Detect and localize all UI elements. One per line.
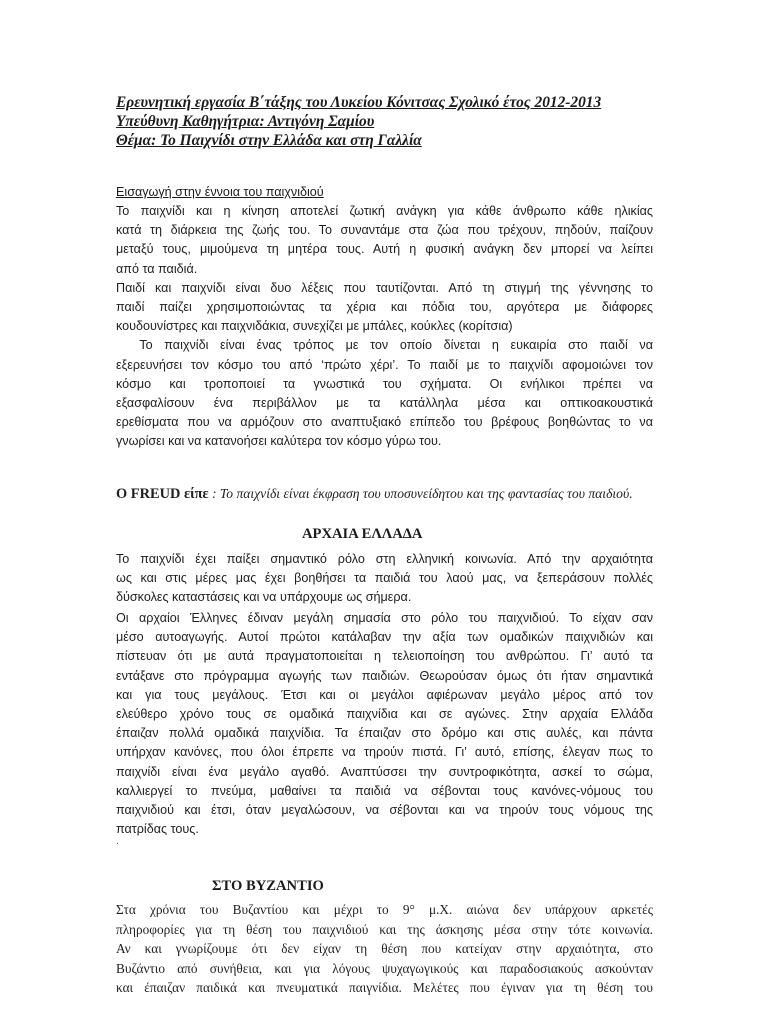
text-line: κατά τη διάρκεια της ζωής του. Το συναντάμε στα ζώα που τρέχουν, πηδούν, παίζουν	[116, 223, 653, 238]
freud-quote-text: : Το παιχνίδι είναι έκφραση του υποσυνείδητου και της φαντασίας του παιδιού.	[208, 486, 633, 501]
text-line: υπήρχαν κανόνες, που όλοι έπρεπε να τηρούν πιστά. Γι’ αυτό, επίσης, έλεγαν πως το	[116, 745, 653, 760]
text-line: ελεύθερο χρόνο τους σε ομαδικά παιχνίδια και σε αγώνες. Στην αρχαία Ελλάδα	[116, 707, 653, 722]
text-line: Παιδί και παιχνίδι είναι δυο λέξεις που ταυτίζονται. Από τη στιγμή της γέννησης το	[116, 280, 653, 295]
text-line: Το παιχνίδι είναι ένας τρόπος με τον οποίο δίνεται η ευκαιρία στο παιδί να	[116, 338, 653, 353]
greece-paragraph-2	[116, 609, 653, 839]
byzantium-paragraph	[116, 900, 653, 998]
text-line: γνωρίσει και να κατανοήσει καλύτερα τον κόσμο γύρω του.	[116, 434, 442, 449]
text-line: ως και στις μέρες μας έχει βοηθήσει τα παιδιά του λαού μας, να ξεπεράσουν πολλές	[116, 571, 653, 586]
text-line: παιχνίδι είναι ένα μεγάλο αγαθό. Αναπτύσσει την συντροφικότητα, ασκεί το σώμα,	[116, 764, 653, 779]
text-line: μέσο αυτοαγωγής. Αυτοί πρώτοι κατάλαβαν την αξία των ομαδικών παιχνιδιών και	[116, 630, 653, 645]
text-line: μεταξύ τους, μιμούμενα τη μητέρα τους. Αυτή η φυσική ανάγκη δεν μπορεί να λείπει	[116, 242, 653, 257]
text-line: από τα παιδιά.	[116, 261, 198, 276]
intro-heading: Εισαγωγή στην έννοια του παιχνιδιού	[116, 185, 324, 199]
text-line: Στα χρόνια του Βυζαντίου και μέχρι το 9° μ.Χ. αιώνα δεν υπάρχουν αρκετές	[116, 902, 653, 917]
text-line: Οι αρχαίοι Έλληνες έδιναν μεγάλη σημασία στο ρόλο του παιχνιδιού. Το είχαν σαν	[116, 611, 653, 625]
text-line: κουδουνίστρες και παιχνιδάκια, συνεχίζει με μπάλες, κούκλες (κορίτσια)	[116, 319, 513, 334]
text-line: πατρίδας τους.	[116, 822, 199, 837]
text-line: παιδί παίζει χρησιμοποιώντας τα χέρια και πόδια του, αργότερα με διάφορες	[116, 300, 653, 315]
text-line: εντάξανε στο πρόγραμμα αγωγής των παιδιών. Θεωρούσαν όμως ότι ήταν σημαντικά	[116, 668, 653, 683]
text-line: εξερευνήσει τον κόσμο του από ‘πρώτο χέρι’. Το παιδί με το παιχνίδι αφομοιώνει τον	[116, 357, 653, 372]
text-line: καλλιεργεί το πνεύμα, μαθαίνει τα παιδιά να σέβονται τους κανόνες-νόμους του	[116, 783, 653, 798]
stray-dot: .	[116, 836, 119, 847]
header-line-1: Ερευνητική εργασία Β΄τάξης του Λυκείου Κόνιτσας Σχολικό έτος 2012-2013	[116, 94, 602, 111]
text-line: ερεθίσματα που να αρμόζουν στο αναπτυξιακό επίπεδο του βρέφους βοηθώντας το να	[116, 415, 653, 430]
greece-paragraph-1	[116, 550, 653, 608]
text-line: κόσμο και τροποποιεί τα γνωστικά του σχήματα. Οι ενήλικοι πρέπει να	[116, 376, 653, 391]
header-line-3: Θέμα: Το Παιχνίδι στην Ελλάδα και στη Γαλλία	[116, 132, 422, 149]
freud-quote	[116, 484, 653, 504]
text-line: και έπαιζαν παιδικά και πνευματικά παιγνίδια. Μελέτες που έγιναν για τη θέση του	[116, 980, 653, 996]
text-line: παιχνιδιού και έτσι, όταν μεγαλώσουν, να σέβονται και να τηρούν τους νόμους της	[116, 803, 653, 818]
text-line: έπαιζαν πολλά ομαδικά παιχνίδια. Τα έπαιζαν στο δρόμο και στις αυλές, και πάντα	[116, 726, 653, 741]
text-line: Αν και γνωρίζουμε ότι δεν είχαν τη θέση που κατείχαν στην αρχαιότητα, στο	[116, 941, 653, 957]
text-line: και για τους μεγάλους. Έτσι και οι μεγάλοι αφιέρωναν μεγάλο μέρος από τον	[116, 687, 653, 702]
text-line: δύσκολες καταστάσεις και να υπάρχουμε ως σήμερα.	[116, 590, 412, 605]
text-line: πληροφορίες για τη θέση του παιχνιδιού και της άσκησης μέσα στην τότε κοινωνία.	[116, 921, 653, 937]
section-title-byzantium: ΣΤΟ ΒΥΖΑΝΤΙΟ	[212, 878, 324, 894]
section-title-ancient-greece: ΑΡΧΑΙΑ ΕΛΛΑΔΑ	[302, 526, 423, 542]
freud-name: Ο FREUD είπε	[116, 486, 209, 502]
intro-section	[116, 202, 653, 452]
text-line: πίστευαν ότι με αυτά πραγματοποιείται η τελειοποίηση του ανθρώπου. Γι’ αυτό τα	[116, 649, 653, 664]
header-line-2: Υπεύθυνη Καθηγήτρια: Αντιγόνη Σαμίου	[116, 113, 375, 130]
text-line: Το παιχνίδι και η κίνηση αποτελεί ζωτική ανάγκη για κάθε άνθρωπο κάθε ηλικίας	[116, 204, 653, 218]
text-line: εξασφαλίσουν ένα περιβάλλον με τα κατάλληλα μέσα και οπτικοακουστικά	[116, 396, 653, 411]
text-line: Βυζάντιο από συνήθεια, και για λόγους ψυχαγωγικούς και παραδοσιακούς ασκούνταν	[116, 960, 653, 976]
text-line: Το παιχνίδι έχει παίξει σημαντικό ρόλο στη ελληνική κοινωνία. Από την αρχαιότητα	[116, 552, 653, 566]
